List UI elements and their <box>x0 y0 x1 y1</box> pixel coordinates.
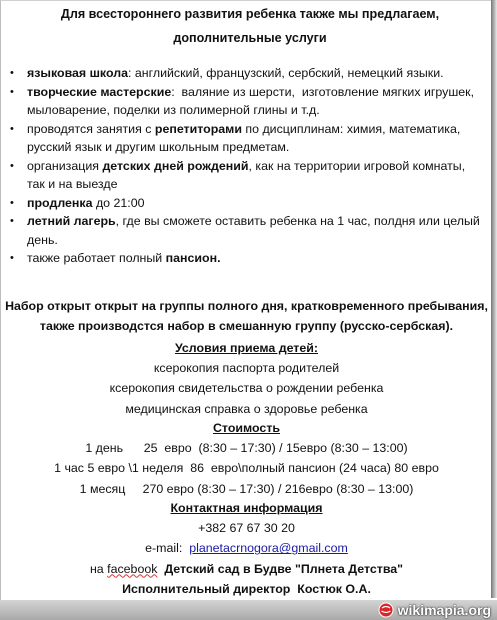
bullet-icon: • <box>10 252 14 264</box>
enrollment-line-1: Набор открыт открыт на группы полного дня, кратковременного пребывания, <box>5 299 488 313</box>
contact-email-row <box>0 538 493 558</box>
condition-item: ксерокопия паспорта родителей <box>153 361 340 376</box>
service-text: организация <box>27 158 103 173</box>
service-keyword: творческие мастерские <box>27 84 172 99</box>
pricing-row: 1 месяц 270 евро (8:30 – 17:30) / 216евро (8:30 – 13:00) <box>79 481 414 496</box>
intro-heading-line-2: дополнительные услуги <box>173 31 327 45</box>
services-list <box>10 64 480 268</box>
service-item <box>10 249 480 268</box>
service-line <box>27 175 480 194</box>
contact-section <box>0 498 493 599</box>
service-line <box>27 212 480 231</box>
condition-item: медицинская справка о здоровье ребенка <box>125 401 368 416</box>
bullet-icon: • <box>10 85 14 98</box>
enrollment-notice <box>0 296 493 336</box>
service-text: : английский, французский, сербский, немецкий языки. <box>127 66 444 80</box>
service-line <box>27 64 480 83</box>
service-text: так и на выезде <box>27 177 118 191</box>
service-keyword: детских дней рождений <box>102 158 249 173</box>
service-text: день. <box>27 232 58 247</box>
service-text: , как на территории игровой комнаты, <box>248 158 466 173</box>
service-line <box>27 138 480 157</box>
service-line <box>27 194 480 213</box>
service-item <box>10 212 480 249</box>
service-text: , где вы сможете оставить ребенка на 1 час, полдня или целый <box>115 214 480 228</box>
bullet-icon: • <box>10 122 14 135</box>
pricing-row: 1 час 5 евро \1 неделя 86 евро\полный пансион (24 часа) 80 евро <box>54 461 439 476</box>
director-line: Исполнительный директор Костюк О.А. <box>122 581 371 596</box>
service-text: мыловарение, поделки из полимерной глины и т.д. <box>27 103 320 117</box>
service-keyword: языковая школа <box>27 66 128 80</box>
conditions-section <box>0 338 493 419</box>
condition-item: ксерокопия свидетельства о рождении ребенка <box>109 381 384 396</box>
service-line <box>27 157 480 176</box>
contact-facebook-row <box>0 559 493 579</box>
service-keyword: пансион. <box>165 251 221 265</box>
intro-heading <box>40 4 460 48</box>
enrollment-line-2: также производстся набор в смешанную группу (русско-сербская). <box>39 319 454 333</box>
service-item <box>10 83 480 120</box>
service-item <box>10 157 480 194</box>
service-line <box>27 249 480 268</box>
pricing-row: 1 день 25 евро (8:30 – 17:30) / 15евро (8:30 – 13:00) <box>85 441 408 456</box>
service-keyword: летний лагерь <box>27 214 116 228</box>
service-item <box>10 120 480 157</box>
service-line <box>27 120 480 139</box>
service-text: также работает полный <box>27 251 166 265</box>
pricing-section <box>0 418 493 499</box>
service-item <box>10 194 480 213</box>
wikimapia-globe-icon <box>378 602 394 618</box>
conditions-title: Условия приема детей: <box>174 341 319 355</box>
service-item <box>10 64 480 83</box>
pricing-title: Стоимость <box>212 421 281 435</box>
kindergarten-name: Детский сад в Будве "Плнета Детства" <box>157 561 404 576</box>
service-keyword: продленка <box>27 195 93 210</box>
wikimapia-logo[interactable] <box>378 600 491 620</box>
service-line <box>27 231 480 250</box>
wikimapia-text: wikimapia.org <box>397 602 491 618</box>
service-text: проводятся занятия с <box>27 121 155 136</box>
service-text: по дисциплинам: химия, математика, <box>241 121 461 136</box>
service-text: : валяние из шерсти, изготовление мягких игрушек, <box>171 84 475 99</box>
bullet-icon: • <box>10 159 14 172</box>
facebook-prefix: на <box>89 561 108 576</box>
contact-title: Контактная информация <box>170 501 323 515</box>
email-link[interactable]: planetacrnogora@gmail.com <box>189 541 348 556</box>
email-label: e-mail: <box>145 541 183 556</box>
service-keyword: репетиторами <box>154 121 242 136</box>
service-text: до 21:00 <box>92 195 145 210</box>
bullet-icon: • <box>10 67 14 79</box>
contact-phone: +382 67 67 30 20 <box>198 521 295 536</box>
intro-heading-line-1: Для всестороннего развития ребенка также мы предлагаем, <box>60 7 440 21</box>
facebook-word: facebook <box>107 561 158 576</box>
service-line <box>27 101 480 120</box>
service-text: русский язык и другим школьным предметам. <box>27 140 290 154</box>
service-line <box>27 83 480 102</box>
bullet-icon: • <box>10 215 14 227</box>
bullet-icon: • <box>10 196 14 209</box>
